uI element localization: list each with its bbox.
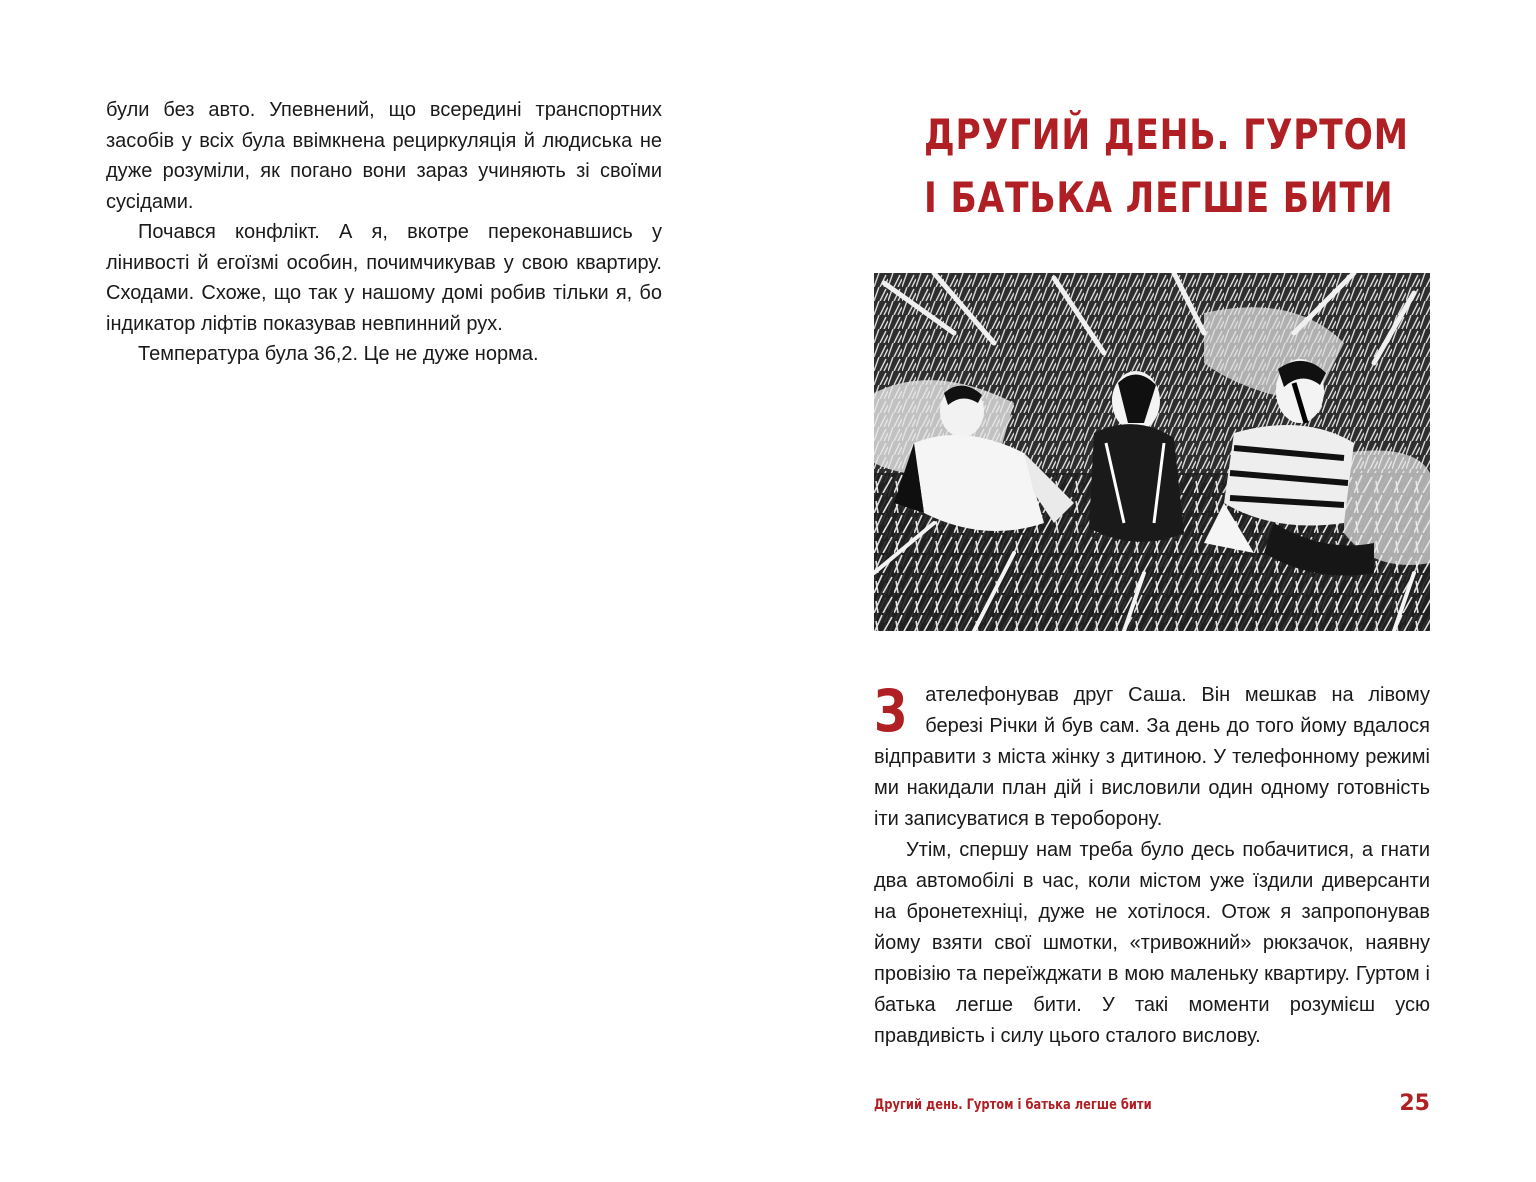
left-page-text (106, 95, 662, 370)
left-paragraph-2: Почався конфлікт. А я, вкотре переконавшись у лінивості й егоїзмі особин, почимчикував у свою квартиру. Сходами. Схоже, що так у нашому домі робив тільки я, бо індикатор ліфтів показував невпинний рух. (106, 221, 662, 335)
chapter-photo (874, 273, 1430, 631)
chapter-photo-illustration (874, 273, 1430, 631)
page-number: 25 (1399, 1091, 1430, 1116)
right-paragraph-1-text: ателефонував друг Саша. Він мешкав на лівому березі Річки й був сам. За день до того йому вдалося відправити з міста жінку з дитиною. У телефонному режимі ми накидали план дій і висловили один одному готовність іти записуватися в тероборону. (874, 684, 1430, 830)
right-paragraph-2: Утім, спершу нам треба було десь побачитися, а гнати два автомобілі в час, коли містом уже їздили диверсанти на бронетехніці, дуже не хотілося. Отож я запропонував йому взяти свої шмотки, «тривожний» рюкзачок, наявну провізію та переїжджати в мою маленьку квартиру. Гуртом і батька легше бити. У такі моменти розумієш усю правдивість і силу цього сталого вислову. (874, 839, 1430, 1047)
left-paragraph-3: Температура була 36,2. Це не дуже норма. (138, 343, 539, 365)
running-head: Другий день. Гуртом і батька легше бити (874, 1097, 1152, 1113)
drop-cap: З (874, 677, 907, 745)
chapter-title-line-2: І БАТЬКА ЛЕГШЕ БИТИ (924, 173, 1394, 222)
left-paragraph-1: були без авто. Упевнений, що всередині транспортних засобів у всіх була ввімкнена рециркуляція й людиська не дуже розуміли, як погано вони зараз учиняють зі своїми сусідами. (106, 99, 662, 213)
chapter-title (924, 103, 1409, 229)
right-page-text (874, 677, 1430, 1052)
chapter-title-line-1: ДРУГИЙ ДЕНЬ. ГУРТОМ (924, 110, 1409, 159)
right-paragraph-1 (874, 677, 1430, 835)
